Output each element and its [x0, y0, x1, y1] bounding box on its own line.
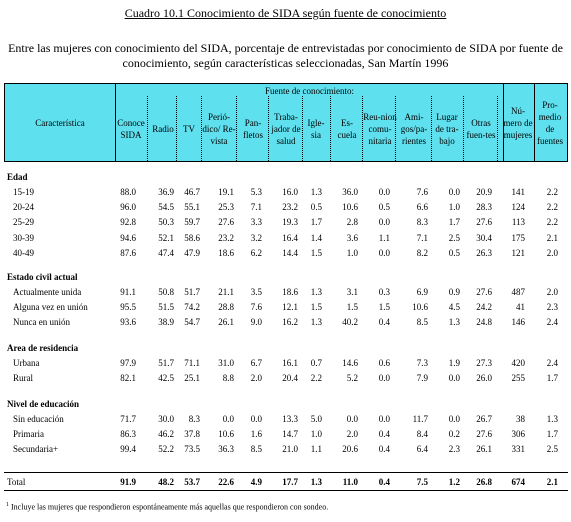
cell-value: 12.1: [282, 302, 298, 313]
cell-value: 23.2: [218, 232, 234, 243]
cell-value: 20.6: [342, 444, 358, 455]
cell-value: 36.0: [342, 187, 358, 197]
cell-value: 0.0: [378, 373, 390, 384]
cell-value: 0.5: [310, 202, 322, 213]
cell-value: 0.0: [378, 187, 390, 197]
row-label: Rural: [13, 373, 33, 384]
header-col-3: Perió-dico/ Re-vista: [202, 111, 236, 146]
total-value: 4.9: [250, 477, 262, 487]
cell-value: 18.6: [218, 247, 234, 258]
cell-value: 175: [511, 232, 525, 243]
cell-value: 1.7: [448, 217, 460, 228]
footnote: [6, 502, 328, 512]
cell-value: 1.7: [546, 429, 558, 440]
cell-value: 0.0: [378, 414, 390, 424]
row-label: Urbana: [13, 358, 40, 368]
cell-value: 14.6: [342, 358, 358, 368]
header-col-0: Conoce SIDA: [117, 117, 145, 140]
cell-value: 24.8: [476, 317, 492, 328]
cell-value: 26.3: [476, 247, 492, 258]
section-title: Area de residencia: [7, 343, 79, 353]
cell-value: 3.2: [250, 232, 262, 243]
cell-value: 3.6: [346, 232, 358, 243]
cell-value: 0.0: [448, 187, 460, 197]
cell-value: 0.7: [310, 358, 322, 368]
header-bottom-rule: [4, 161, 568, 162]
cell-value: 0.4: [378, 444, 390, 455]
cell-value: 0.6: [378, 358, 390, 368]
cell-value: 40.2: [342, 317, 358, 328]
cell-value: 55.1: [184, 202, 200, 213]
cell-value: 2.4: [546, 317, 558, 328]
cell-value: 19.3: [282, 217, 298, 228]
cell-value: 92.8: [120, 217, 136, 228]
cell-value: 31.0: [218, 358, 234, 368]
cell-value: 124: [511, 202, 525, 213]
cell-value: 5.0: [310, 414, 322, 424]
cell-value: 71.1: [184, 358, 200, 368]
cell-value: 1.3: [310, 317, 322, 328]
cell-value: 0.0: [346, 414, 358, 424]
header-col-divider: [201, 96, 202, 161]
header-source-group: Fuente de conocimiento:: [265, 86, 354, 96]
cell-value: 28.3: [476, 202, 492, 213]
section-title: Estado civil actual: [7, 272, 78, 282]
cell-value: 28.8: [218, 302, 234, 313]
row-label: Actualmente unida: [13, 287, 82, 297]
cell-value: 6.2: [250, 247, 262, 258]
cell-value: 113: [511, 217, 525, 228]
cell-value: 0.2: [448, 429, 460, 440]
cell-value: 0.5: [378, 202, 390, 213]
cell-value: 2.8: [346, 217, 358, 228]
cell-value: 331: [511, 444, 525, 455]
cell-value: 51.7: [184, 287, 200, 297]
cell-value: 0.0: [448, 373, 460, 384]
cell-value: 0.0: [378, 247, 390, 258]
header-col-divider: [431, 96, 432, 161]
cell-value: 2.0: [346, 429, 358, 440]
header-col-13: Pro-medio de fuentes: [537, 100, 563, 146]
cell-value: 4.5: [448, 302, 460, 313]
cell-value: 0.5: [448, 247, 460, 258]
header-col-1: Radio: [152, 123, 174, 134]
header-col-divider: [395, 96, 396, 161]
cell-value: 0.0: [378, 217, 390, 228]
cell-value: 27.6: [476, 217, 492, 228]
cell-value: 255: [511, 373, 525, 384]
cell-value: 1.1: [310, 444, 322, 455]
cell-value: 8.3: [188, 414, 200, 424]
header-col-divider: [463, 96, 464, 161]
cell-value: 6.9: [416, 287, 428, 297]
cell-value: 74.2: [184, 302, 200, 313]
cell-value: 420: [511, 358, 525, 368]
cell-value: 1.5: [378, 302, 390, 313]
cell-value: 51.7: [158, 358, 174, 368]
total-value: 0.4: [378, 477, 390, 487]
cell-value: 23.2: [282, 202, 298, 213]
cell-value: 91.1: [120, 287, 136, 297]
cell-value: 10.6: [218, 429, 234, 440]
row-label: Alguna vez en unión: [13, 302, 88, 313]
cell-value: 20.4: [282, 373, 298, 384]
cell-value: 1.9: [448, 358, 460, 368]
cell-value: 0.0: [250, 414, 262, 424]
cell-value: 52.1: [158, 232, 174, 243]
cell-value: 88.0: [120, 187, 136, 197]
header-col-12: Nú-mero de mujeres: [503, 106, 533, 140]
cell-value: 1.4: [310, 232, 322, 243]
row-label: Nunca en unión: [13, 317, 70, 328]
cell-value: 3.3: [250, 217, 262, 228]
cell-value: 5.3: [250, 187, 262, 197]
header-col-4: Pan-fletos: [243, 117, 263, 140]
header-col-6: Igle-sia: [307, 117, 325, 140]
cell-value: 5.2: [346, 373, 358, 384]
cell-value: 7.9: [416, 373, 428, 384]
total-value: 7.5: [416, 477, 428, 487]
cell-value: 2.3: [546, 302, 558, 313]
cell-value: 96.0: [120, 202, 136, 213]
cell-value: 46.2: [158, 429, 174, 440]
cell-value: 14.7: [282, 429, 298, 440]
cell-value: 47.9: [184, 247, 200, 258]
cell-value: 2.2: [546, 202, 558, 213]
table-subtitle: Entre las mujeres con conocimiento del SIDA, porcentaje de entrevistadas por conocimiento de SIDA por fuente de conocimiento, según características seleccionadas, San Martín 1996: [8, 41, 563, 70]
cell-value: 2.0: [250, 373, 262, 384]
total-label: Total: [7, 477, 26, 487]
cell-value: 1.3: [310, 287, 322, 297]
header-col-8: Reu-nion comu-nitaria: [363, 111, 397, 146]
total-value: 48.2: [158, 477, 174, 487]
cell-value: 50.3: [158, 217, 174, 228]
cell-value: 2.2: [546, 217, 558, 228]
row-label: 15-19: [13, 187, 34, 197]
cell-value: 86.3: [120, 429, 136, 440]
cell-value: 3.1: [346, 287, 358, 297]
cell-value: 3.5: [250, 287, 262, 297]
cell-value: 94.6: [120, 232, 136, 243]
cell-value: 2.5: [448, 232, 460, 243]
header-col-divider: [362, 96, 363, 161]
total-value: 11.0: [342, 477, 358, 487]
header-characteristic: Característica: [35, 117, 85, 128]
cell-value: 95.5: [120, 302, 136, 313]
cell-value: 99.4: [120, 444, 136, 455]
cell-value: 306: [511, 429, 525, 440]
header-col-10: Lugar de tra-bajo: [435, 111, 459, 146]
row-label: 40-49: [13, 247, 34, 258]
cell-value: 16.0: [282, 187, 298, 197]
cell-value: 9.0: [250, 317, 262, 328]
cell-value: 1.0: [346, 247, 358, 258]
cell-value: 37.8: [184, 429, 200, 440]
cell-value: 52.2: [158, 444, 174, 455]
cell-value: 26.0: [476, 373, 492, 384]
cell-value: 14.4: [282, 247, 298, 258]
cell-value: 0.3: [378, 287, 390, 297]
cell-value: 7.3: [416, 358, 428, 368]
cell-value: 11.7: [412, 414, 428, 424]
cell-value: 21.0: [282, 444, 298, 455]
cell-value: 121: [511, 247, 525, 258]
header-col-divider: [147, 96, 148, 161]
total-value: 53.7: [184, 477, 200, 487]
total-value: 26.8: [476, 477, 492, 487]
cell-value: 18.6: [282, 287, 298, 297]
cell-value: 1.0: [310, 429, 322, 440]
cell-value: 50.8: [158, 287, 174, 297]
cell-value: 54.7: [184, 317, 200, 328]
header-col-divider: [497, 96, 498, 161]
cell-value: 13.3: [282, 414, 298, 424]
cell-value: 10.6: [342, 202, 358, 213]
cell-value: 141: [511, 187, 525, 197]
cell-value: 1.7: [310, 217, 322, 228]
total-value: 2.1: [546, 477, 558, 487]
cell-value: 41: [516, 302, 525, 313]
footnote-marker: 1: [6, 502, 9, 508]
cell-value: 0.0: [448, 414, 460, 424]
cell-value: 6.4: [416, 444, 428, 455]
cell-value: 1.3: [448, 317, 460, 328]
cell-value: 82.1: [120, 373, 136, 384]
total-value: 1.3: [310, 477, 322, 487]
footnote-text: Incluye las mujeres que respondieron espontáneamente más aquellas que respondieron con sondeo.: [11, 502, 329, 512]
section-title: Edad: [7, 172, 28, 182]
cell-value: 25.1: [184, 373, 200, 384]
cell-value: 59.7: [184, 217, 200, 228]
cell-value: 1.5: [310, 247, 322, 258]
cell-value: 24.2: [476, 302, 492, 313]
cell-value: 2.0: [546, 247, 558, 258]
cell-value: 87.6: [120, 247, 136, 258]
cell-value: 38.9: [158, 317, 174, 328]
cell-value: 2.2: [310, 373, 322, 384]
section-title: Nivel de educación: [7, 399, 79, 409]
cell-value: 97.9: [120, 358, 136, 368]
header-col-11: Otras fuen-tes: [466, 117, 496, 140]
cell-value: 42.5: [158, 373, 174, 384]
table-title: Cuadro 10.1 Conocimiento de SIDA según fuente de conocimiento: [124, 6, 447, 20]
header-col-2: TV: [183, 123, 195, 134]
cell-value: 71.7: [120, 414, 136, 424]
cell-value: 16.1: [282, 358, 298, 368]
total-value: 22.6: [218, 477, 234, 487]
cell-value: 7.1: [250, 202, 262, 213]
header-col-divider: [236, 96, 237, 161]
cell-value: 30.4: [476, 232, 492, 243]
cell-value: 19.1: [218, 187, 234, 197]
header-col-divider: [176, 96, 177, 161]
total-top-rule: [4, 472, 568, 473]
cell-value: 0.4: [378, 317, 390, 328]
cell-value: 47.4: [158, 247, 174, 258]
cell-value: 0.0: [222, 414, 234, 424]
cell-value: 73.5: [184, 444, 200, 455]
cell-value: 2.5: [546, 444, 558, 455]
cell-value: 10.6: [412, 302, 428, 313]
cell-value: 27.6: [218, 217, 234, 228]
header-col-divider: [330, 96, 331, 161]
header-right-border: [567, 84, 568, 161]
cell-value: 36.3: [218, 444, 234, 455]
header-col-9: Ami-gos/pa-rientes: [400, 111, 428, 146]
cell-value: 26.1: [476, 444, 492, 455]
cell-value: 27.6: [476, 287, 492, 297]
row-label: Primaria: [13, 429, 44, 440]
cell-value: 30.0: [158, 414, 174, 424]
header-col-divider: [268, 96, 269, 161]
cell-value: 1.1: [378, 232, 390, 243]
cell-value: 16.2: [282, 317, 298, 328]
cell-value: 7.1: [416, 232, 428, 243]
cell-value: 2.1: [546, 232, 558, 243]
cell-value: 2.3: [448, 444, 460, 455]
cell-value: 0.4: [378, 429, 390, 440]
total-value: 91.9: [120, 477, 136, 487]
total-value: 674: [511, 477, 525, 487]
cell-value: 1.7: [546, 373, 558, 384]
cell-value: 38: [516, 414, 525, 424]
header-col-5: Traba-jador de salud: [271, 111, 301, 146]
cell-value: 0.9: [448, 287, 460, 297]
cell-value: 8.4: [416, 429, 428, 440]
cell-value: 8.3: [416, 217, 428, 228]
cell-value: 46.7: [184, 187, 200, 197]
cell-value: 8.5: [250, 444, 262, 455]
cell-value: 2.2: [546, 187, 558, 197]
cell-value: 93.6: [120, 317, 136, 328]
cell-value: 20.9: [476, 187, 492, 197]
cell-value: 54.5: [158, 202, 174, 213]
cell-value: 8.2: [416, 247, 428, 258]
cell-value: 1.3: [546, 414, 558, 424]
header-col-divider: [302, 96, 303, 161]
row-label: Secundaria+: [13, 444, 59, 455]
total-value: 1.2: [448, 477, 460, 487]
cell-value: 8.8: [222, 373, 234, 384]
cell-value: 25.3: [218, 202, 234, 213]
cell-value: 27.3: [476, 358, 492, 368]
cell-value: 16.4: [282, 232, 298, 243]
cell-value: 1.0: [448, 202, 460, 213]
cell-value: 2.0: [546, 287, 558, 297]
cell-value: 27.6: [476, 429, 492, 440]
cell-value: 51.5: [158, 302, 174, 313]
total-bottom-rule: [4, 490, 568, 491]
header-col-7: Es-cuela: [337, 117, 357, 140]
cell-value: 26.7: [476, 414, 492, 424]
row-label: 20-24: [13, 202, 34, 213]
cell-value: 487: [511, 287, 525, 297]
cell-value: 1.6: [250, 429, 262, 440]
cell-value: 21.1: [218, 287, 234, 297]
cell-value: 58.6: [184, 232, 200, 243]
cell-value: 6.7: [250, 358, 262, 368]
cell-value: 36.9: [158, 187, 174, 197]
cell-value: 2.4: [546, 358, 558, 368]
cell-value: 7.6: [416, 187, 428, 197]
row-label: Sin educación: [13, 414, 64, 424]
cell-value: 1.3: [310, 187, 322, 197]
row-label: 25-29: [13, 217, 34, 228]
cell-value: 26.1: [218, 317, 234, 328]
cell-value: 6.6: [416, 202, 428, 213]
row-label: 30-39: [13, 232, 34, 243]
cell-value: 146: [511, 317, 525, 328]
cell-value: 8.5: [416, 317, 428, 328]
total-value: 17.7: [282, 477, 298, 487]
cell-value: 1.5: [346, 302, 358, 313]
cell-value: 7.6: [250, 302, 262, 313]
cell-value: 1.5: [310, 302, 322, 313]
